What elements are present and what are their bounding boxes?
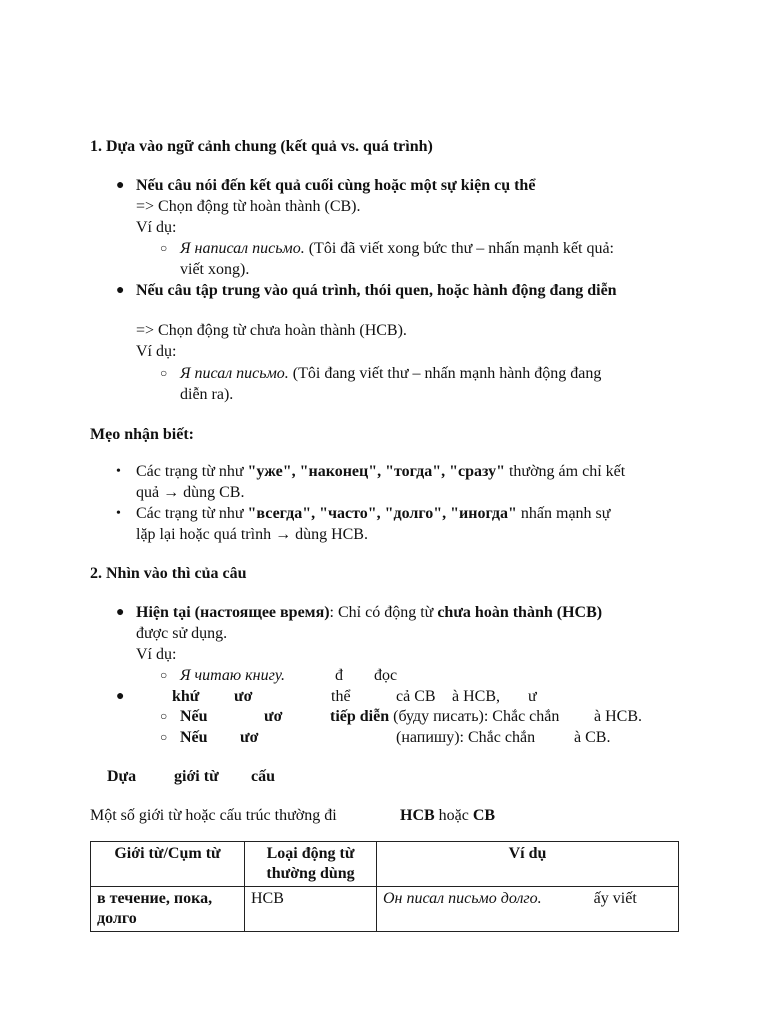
section-3-intro-tail [400, 805, 495, 826]
s1-sub-2 [180, 363, 601, 384]
s2-bullet-2-fragment-2: ươ [234, 688, 253, 705]
table-cell-preposition: в течение, пока, долго [91, 887, 245, 932]
s2-bullet-1-example-label: Ví dụ: [136, 646, 177, 663]
s1-sub-1-russian: Я написал письмо. [180, 240, 305, 257]
tip-1-words: "уже", "наконец", "тогда", "сразу" [247, 463, 505, 480]
s1-bullet-2-title: Nếu câu tập trung vào quá trình, thói quen, hoặc hành động đang diễn [136, 282, 617, 299]
s1-sub-2-russian: Я писал письмо. [180, 365, 289, 382]
s2-bullet-2-fragment-4: cả CB [396, 688, 436, 705]
section-3-heading-part-2: giới từ [174, 768, 219, 785]
tip-1-tail: thường ám chỉ kết [504, 463, 626, 480]
bullet-icon: ● [116, 283, 125, 298]
tip-2 [136, 503, 610, 524]
section-3-heading-part-1: Dựa [107, 768, 137, 785]
s2-bullet-2-fragment-6: ư [528, 688, 537, 705]
s2-sub-2-rest [330, 706, 559, 727]
table-header-row [91, 842, 679, 887]
bullet-icon: ● [116, 178, 125, 193]
s1-bullet-1-line2: => Chọn động từ hoàn thành (CB). [136, 198, 361, 215]
circle-bullet-icon: ○ [160, 730, 168, 744]
s2-sub-2-result: à HCB. [594, 708, 642, 725]
s2-sub-2-text: (буду писать): Chắc chắn [389, 708, 560, 725]
table-example-russian: Он писал письмо долго. [383, 890, 542, 907]
intro-cb: CB [472, 807, 496, 824]
s2-sub-3-if: Nếu [180, 729, 208, 746]
s1-sub-1-explanation: (Tôi đã viết xong bức thư – nhấn mạnh kết quả: [304, 240, 614, 257]
section-1-heading: 1. Dựa vào ngữ cảnh chung (kết quả vs. quá trình) [90, 138, 433, 155]
circle-bullet-icon: ○ [160, 709, 168, 723]
s1-sub-1-line2: viết xong). [180, 261, 250, 278]
section-3-heading-part-3: cấu [251, 768, 275, 785]
bullet-icon: • [116, 464, 121, 479]
tip-2-line2: lặp lại hoặc quá trình → dùng HCB. [136, 526, 368, 543]
bullet-icon: ● [116, 689, 125, 704]
tip-2-tail: nhấn mạnh sự [516, 505, 611, 522]
s2-bullet-1 [136, 602, 602, 623]
s2-sub-1-russian: Я читаю книгу. [180, 667, 285, 684]
s1-sub-1 [180, 238, 614, 259]
tip-1-lead: Các trạng từ như [136, 463, 248, 480]
tips-heading: Mẹo nhận biết: [90, 426, 194, 443]
section-2-heading: 2. Nhìn vào thì của câu [90, 565, 247, 582]
tip-1-line2: quả → dùng CB. [136, 484, 245, 501]
intro-or: hoặc [434, 807, 473, 824]
circle-bullet-icon: ○ [160, 366, 168, 380]
s1-bullet-1-title: Nếu câu nói đến kết quả cuối cùng hoặc một sự kiện cụ thể [136, 177, 536, 194]
circle-bullet-icon: ○ [160, 241, 168, 255]
preposition-table [90, 841, 679, 932]
table-cell-example [377, 887, 679, 932]
table-row [91, 887, 679, 932]
tip-2-words: "всегда", "часто", "долго", "иногда" [247, 505, 517, 522]
s2-bullet-1-title: Hiện tại (настоящее время) [136, 604, 330, 621]
s1-bullet-2-line2: => Chọn động từ chưa hoàn thành (HCB). [136, 322, 407, 339]
s2-bullet-2-fragment-5: à HCB, [452, 688, 500, 705]
s2-bullet-1-emphasis: chưa hoàn thành (HCB) [437, 604, 603, 621]
s2-bullet-1-line2: được sử dụng. [136, 625, 228, 642]
table-header-verb-type: Loại động từ thường dùng [245, 842, 377, 887]
section-3-intro: Một số giới từ hoặc cấu trúc thường đi [90, 807, 337, 824]
s2-bullet-1-text: : Chỉ có động từ [329, 604, 438, 621]
s2-sub-3-result: à CB. [574, 729, 611, 746]
table-header-preposition: Giới từ/Cụm từ [91, 842, 245, 887]
s2-sub-3-fragment: ươ [240, 729, 259, 746]
s2-sub-3-text: (напишу): Chắc chắn [396, 729, 536, 746]
s2-sub-2-fragment: ươ [264, 708, 283, 725]
bullet-icon: ● [116, 605, 125, 620]
s1-bullet-2-example-label: Ví dụ: [136, 343, 177, 360]
s2-bullet-2-fragment-1: khứ [172, 688, 200, 705]
s1-bullet-1-example-label: Ví dụ: [136, 219, 177, 236]
table-header-example: Ví dụ [377, 842, 679, 887]
s1-sub-2-explanation: (Tôi đang viết thư – nhấn mạnh hành động đang [288, 365, 602, 382]
s2-sub-1-fragment-1: đ [335, 667, 343, 684]
tip-1 [136, 461, 625, 482]
s1-sub-2-line2: diễn ra). [180, 386, 234, 403]
tip-2-lead: Các trạng từ như [136, 505, 248, 522]
table-example-translation: ấy viết [593, 890, 637, 907]
s2-bullet-2-fragment-3: thể [331, 688, 351, 705]
table-cell-verb-type: НСВ [245, 887, 377, 932]
s2-sub-2-if: Nếu [180, 708, 208, 725]
s2-sub-1-fragment-2: đọc [374, 667, 398, 684]
intro-hcb: HCB [400, 807, 435, 824]
s2-sub-2-continuous: tiếp diễn [330, 708, 390, 725]
bullet-icon: • [116, 506, 121, 521]
circle-bullet-icon: ○ [160, 668, 168, 682]
